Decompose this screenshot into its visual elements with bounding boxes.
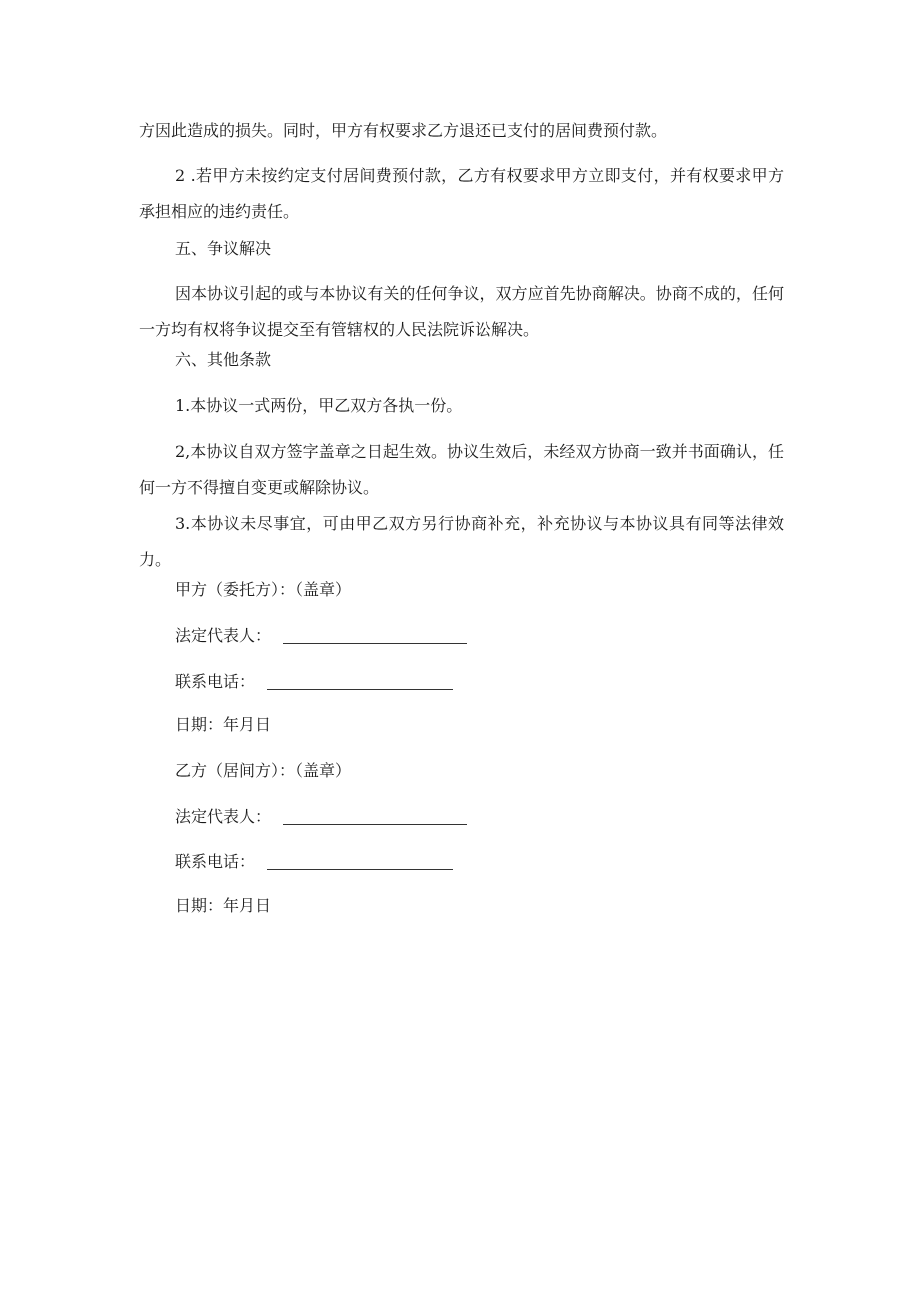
- other-clause-1: 1.本协议一式两份，甲乙双方各执一份。: [175, 396, 463, 415]
- party-b-title-text: 乙方（居间方）：（盖章）: [175, 761, 352, 780]
- party-a-phone-line[interactable]: [267, 689, 453, 690]
- party-b-rep-signature-line[interactable]: [283, 824, 467, 825]
- party-b-date: [175, 894, 271, 918]
- party-b-date-text: 日期：年月日: [175, 896, 272, 915]
- party-b-representative: [175, 805, 467, 829]
- party-a-phone: [175, 670, 453, 694]
- paragraph-continuation: 方因此造成的损失。同时，甲方有权要求乙方退还已支付的居间费预付款。: [139, 121, 668, 140]
- party-b-phone-line[interactable]: [267, 869, 453, 870]
- party-b-phone-label: 联系电话：: [175, 852, 256, 871]
- party-a-phone-label: 联系电话：: [175, 672, 256, 691]
- clause-breach-2: 2 .若甲方未按约定支付居间费预付款，乙方有权要求甲方立即支付，并有权要求甲方承担相应的违约责任。: [139, 166, 784, 221]
- party-a-rep-label: 法定代表人：: [175, 626, 272, 645]
- other-clause-2: 2,本协议自双方签字盖章之日起生效。协议生效后，未经双方协商一致并书面确认，任何一方不得擅自变更或解除协议。: [139, 442, 784, 497]
- party-a-representative: [175, 624, 467, 648]
- party-a-title-text: 甲方（委托方）：（盖章）: [175, 580, 352, 599]
- party-b-phone: [175, 850, 453, 874]
- section-heading-other: 六、其他条款: [175, 350, 272, 369]
- party-a-rep-signature-line[interactable]: [283, 643, 467, 644]
- other-clause-3: 3.本协议未尽事宜，可由甲乙双方另行协商补充，补充协议与本协议具有同等法律效力。: [139, 514, 784, 569]
- party-a-date-text: 日期：年月日: [175, 715, 272, 734]
- party-a-date: [175, 713, 271, 737]
- party-a-title: [175, 578, 351, 602]
- party-b-title: [175, 759, 351, 783]
- section-heading-dispute: 五、争议解决: [175, 239, 272, 258]
- dispute-resolution-text: 因本协议引起的或与本协议有关的任何争议，双方应首先协商解决。协商不成的，任何一方均有权将争议提交至有管辖权的人民法院诉讼解决。: [139, 284, 784, 339]
- party-b-rep-label: 法定代表人：: [175, 807, 272, 826]
